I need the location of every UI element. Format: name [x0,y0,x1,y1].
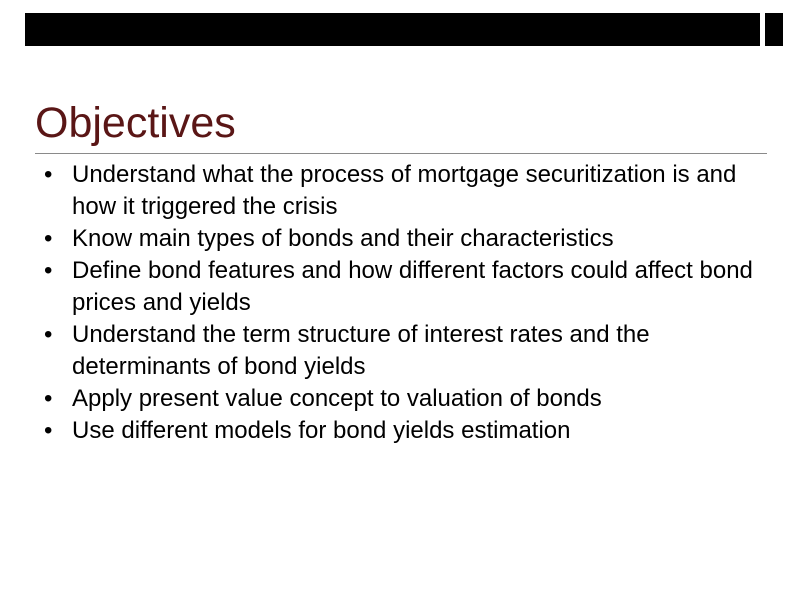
list-item [44,223,764,255]
list-item-text: Understand the term structure of interest rates and the determinants of bond yields [72,321,650,380]
list-item [44,255,764,319]
objectives-list [44,159,764,447]
bullet-icon: • [44,417,53,444]
title-divider [35,153,767,154]
list-item-text: Define bond features and how different factors could affect bond prices and yields [72,257,753,316]
top-decorative-bar-end-block [765,13,783,46]
top-decorative-bar [25,13,760,46]
list-item-text: Know main types of bonds and their characteristics [72,225,614,252]
bullet-icon: • [44,257,53,284]
list-item [44,383,764,415]
list-item-text: Use different models for bond yields estimation [72,417,571,444]
bullet-icon: • [44,225,53,252]
list-item-text: Understand what the process of mortgage securitization is and how it triggered the crisis [72,161,737,220]
list-item [44,319,764,383]
bullet-icon: • [44,161,53,188]
bullet-icon: • [44,321,53,348]
bullet-icon: • [44,385,53,412]
slide-title: Objectives [35,99,236,147]
list-item-text: Apply present value concept to valuation of bonds [72,385,602,412]
list-item [44,415,764,447]
list-item [44,159,764,223]
